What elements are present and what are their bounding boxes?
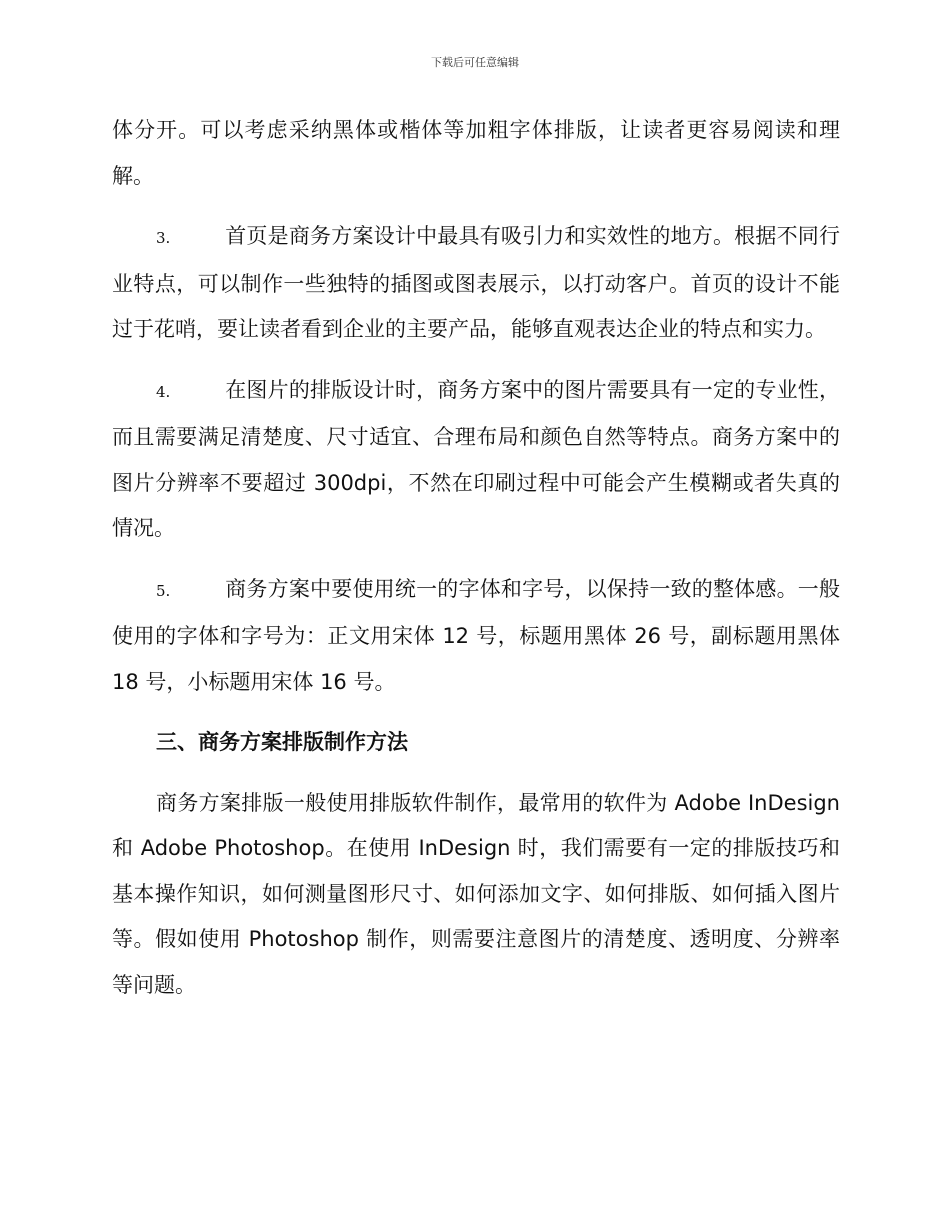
paragraph: 商务方案排版一般使用排版软件制作，最常用的软件为 Adobe InDesign 和 Adobe Photoshop。在使用 InDesign 时，我们需要有一定的排版技巧和基本操作知识，如何测量图形尺寸、如何添加文字、如何排版、如何插入图片等。假如使用 Photoshop 制作，则需要注意图片的清楚度、透明度、分辨率等问题。 bbox=[112, 790, 840, 997]
list-item-text: 首页是商务方案设计中最具有吸引力和实效性的地方。根据不同行业特点，可以制作一些独特的插图或图表展示，以打动客户。首页的设计不能过于花哨，要让读者看到企业的主要产品，能够直观表达企业的特点和实力。 bbox=[112, 224, 840, 341]
document-body bbox=[112, 108, 840, 1023]
list-item-3 bbox=[112, 214, 840, 353]
list-item-5 bbox=[112, 567, 840, 706]
list-item-text: 在图片的排版设计时，商务方案中的图片需要具有一定的专业性，而且需要满足清楚度、尺寸适宜、合理布局和颜色自然等特点。商务方案中的图片分辨率不要超过 300dpi，不然在印刷过程中可能会产生模糊或者失真的情况。 bbox=[112, 377, 840, 540]
paragraph-continued: 体分开。可以考虑采纳黑体或楷体等加粗字体排版，让读者更容易阅读和理解。 bbox=[112, 118, 840, 188]
list-item-text: 商务方案中要使用统一的字体和字号，以保持一致的整体感。一般使用的字体和字号为：正文用宋体 12 号，标题用黑体 26 号，副标题用黑体 18 号，小标题用宋体 16 号。 bbox=[112, 576, 840, 694]
section-heading: 三、商务方案排版制作方法 bbox=[156, 730, 408, 754]
page-header: 下载后可任意编辑 bbox=[431, 56, 519, 69]
list-item-4 bbox=[112, 368, 840, 552]
list-number: 3. bbox=[156, 229, 171, 247]
list-number: 4. bbox=[156, 382, 171, 401]
list-number: 5. bbox=[156, 581, 171, 600]
